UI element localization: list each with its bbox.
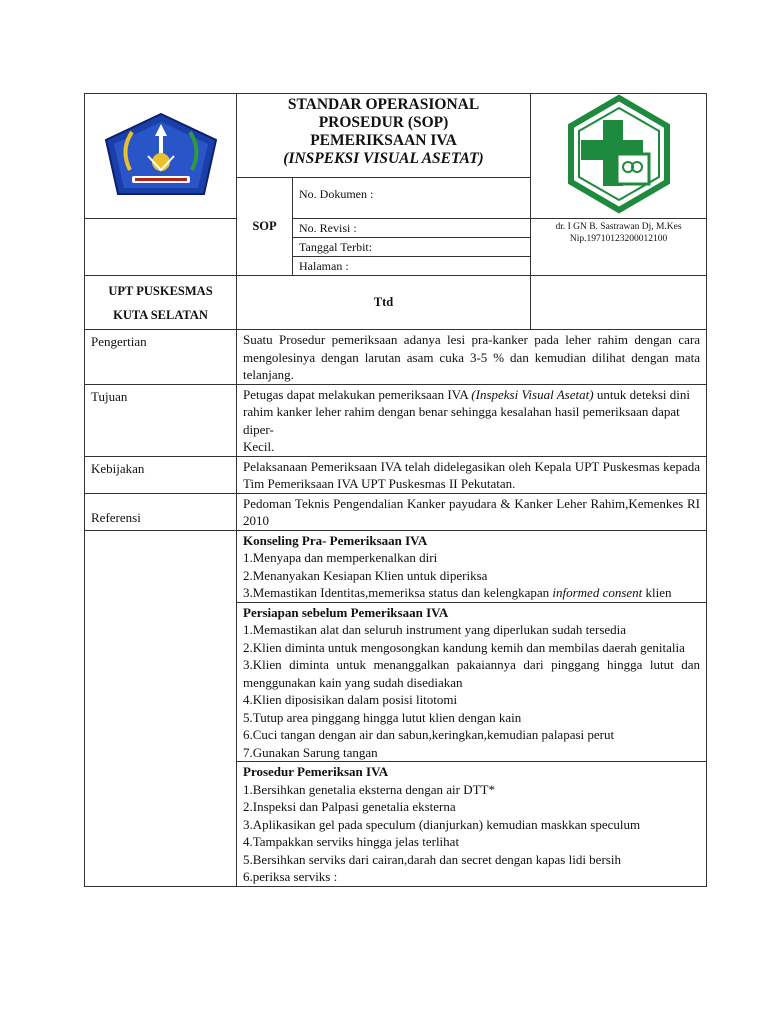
prosedur-section	[237, 762, 707, 887]
persiapan-item: 6.Cuci tangan dengan air dan sabun,keringkan,kemudian palapasi perut	[243, 727, 615, 742]
tujuan-line-2: rahim kanker leher rahim dengan benar sehingga kesalahan hasil pemeriksaan dapat	[243, 404, 680, 419]
title-line-3: PEMERIKSAAN IVA	[310, 132, 457, 149]
sop-document	[84, 93, 706, 887]
persiapan-item: 5.Tutup area pinggang hingga lutut klien dengan kain	[243, 709, 522, 725]
organization-cell	[85, 276, 237, 330]
referensi-label: Referensi	[85, 493, 237, 530]
ttd-cell	[237, 276, 531, 330]
prosedur-label-cell	[85, 530, 237, 886]
prosedur-title: Prosedur Pemeriksan IVA	[243, 764, 389, 779]
prosedur-item: 6.periksa serviks :	[243, 869, 338, 884]
kebijakan-label: Kebijakan	[85, 456, 237, 493]
prosedur-item: 1.Bersihkan genetalia eksterna dengan air DTT*	[243, 781, 495, 797]
org-name-line-1: UPT PUSKESMAS	[108, 284, 213, 298]
prosedur-item: 4.Tampakkan serviks hingga jelas terlihat	[243, 834, 460, 849]
health-logo-cell	[531, 94, 707, 219]
logo-cell	[85, 94, 237, 219]
konseling-item	[243, 584, 700, 602]
tujuan-line-3: diper-	[243, 421, 274, 437]
doc-number: No. Dokumen :	[299, 187, 374, 201]
persiapan-section	[237, 602, 707, 762]
title-line-2: PROSEDUR (SOP)	[318, 114, 449, 131]
sop-content-table	[84, 329, 707, 887]
signer-nip: Nip.197101232000121​00	[569, 234, 668, 244]
konseling-section	[237, 530, 707, 602]
puskesmas-logo	[559, 94, 679, 214]
org-name-line-2: KUTA SELATAN	[113, 308, 208, 322]
persiapan-item: 4.Klien diposisikan dalam posisi litotomi	[243, 692, 458, 707]
pengertian-label: Pengertian	[85, 330, 237, 385]
konseling-item-3a: 3.Memastikan Identitas,memeriksa status dan kelengkapan	[243, 585, 553, 600]
issue-date-cell	[293, 238, 531, 257]
ttd-label: Ttd	[373, 295, 394, 309]
konseling-title: Konseling Pra- Pemeriksaan IVA	[243, 532, 428, 548]
tujuan-line-1b: (Inspeksi Visual Asetat)	[471, 386, 594, 402]
prosedur-item: 2.Inspeksi dan Palpasi genetalia eksterna	[243, 799, 456, 814]
tujuan-label: Tujuan	[85, 384, 237, 456]
sop-label: SOP	[237, 178, 293, 276]
persiapan-item: 3.Klien diminta untuk menanggalkan pakaiannya dari pinggang hingga lutut dan menggunakan kain yang sudah disediakan	[243, 657, 700, 690]
page-number: Halaman :	[299, 259, 349, 273]
persiapan-title: Persiapan sebelum Pemeriksaan IVA	[243, 604, 449, 620]
persiapan-item: 2.Klien diminta untuk mengosongkan kandung kemih dan membilas daerah genitalia	[243, 639, 685, 655]
sign-area-left	[85, 219, 237, 276]
signer-name: dr. I GN B. Sastrawan Dj, M.Kes	[555, 222, 682, 232]
regional-emblem-logo	[98, 110, 224, 198]
sop-table	[84, 93, 707, 276]
tujuan-line-1a: Petugas dapat melakukan pemeriksaan IVA	[243, 386, 472, 402]
persiapan-item: 1.Memastikan alat dan seluruh instrument yang diperlukan sudah tersedia	[243, 622, 627, 637]
signer-cell	[531, 219, 707, 276]
prosedur-item: 5.Bersihkan serviks dari cairan,darah dan secret dengan kapas lidi bersih	[243, 851, 621, 867]
referensi-text: Pedoman Teknis Pengendalian Kanker payudara & Kanker Leher Rahim,Kemenkes RI 2010	[237, 493, 707, 530]
title-line-1: STANDAR OPERASIONAL	[287, 96, 480, 113]
kebijakan-text: Pelaksanaan Pemeriksaan IVA telah didelegasikan oleh Kepala UPT Puskesmas kepada Tim Pemeriksaan IVA UPT Puskesmas II Pekutatan.	[237, 456, 707, 493]
prosedur-item: 3.Aplikasikan gel pada speculum (dianjurkan) kemudian maskkan speculum	[243, 816, 641, 832]
tujuan-line-1c: untuk deteksi dini	[593, 386, 690, 402]
persiapan-item: 7.Gunakan Sarung tangan	[243, 744, 378, 760]
title-line-4: (INSPEKSI VISUAL ASETAT)	[283, 150, 484, 167]
issue-date: Tanggal Terbit:	[299, 240, 373, 254]
tujuan-text	[237, 384, 707, 456]
konseling-item-3c: klien	[642, 585, 672, 600]
sop-body-table	[84, 275, 707, 330]
tujuan-line-4: Kecil.	[243, 439, 275, 454]
revision-cell	[293, 219, 531, 238]
doc-number-cell	[293, 178, 531, 219]
konseling-item-3b: informed consent	[552, 585, 643, 600]
konseling-item: 1.Menyapa dan memperkenalkan diri	[243, 550, 438, 565]
page-cell	[293, 257, 531, 276]
konseling-item: 2.Menanyakan Kesiapan Klien untuk diperiksa	[243, 567, 488, 583]
pengertian-text: Suatu Prosedur pemeriksaan adanya lesi pra-kanker pada leher rahim dengan cara mengolesinya dengan larutan asam cuka 3-5 % dan kemudian dilihat dengan mata telanjang.	[237, 330, 707, 385]
signer-spacer	[531, 276, 707, 330]
sop-title	[237, 94, 531, 178]
revision-number: No. Revisi :	[299, 221, 357, 235]
